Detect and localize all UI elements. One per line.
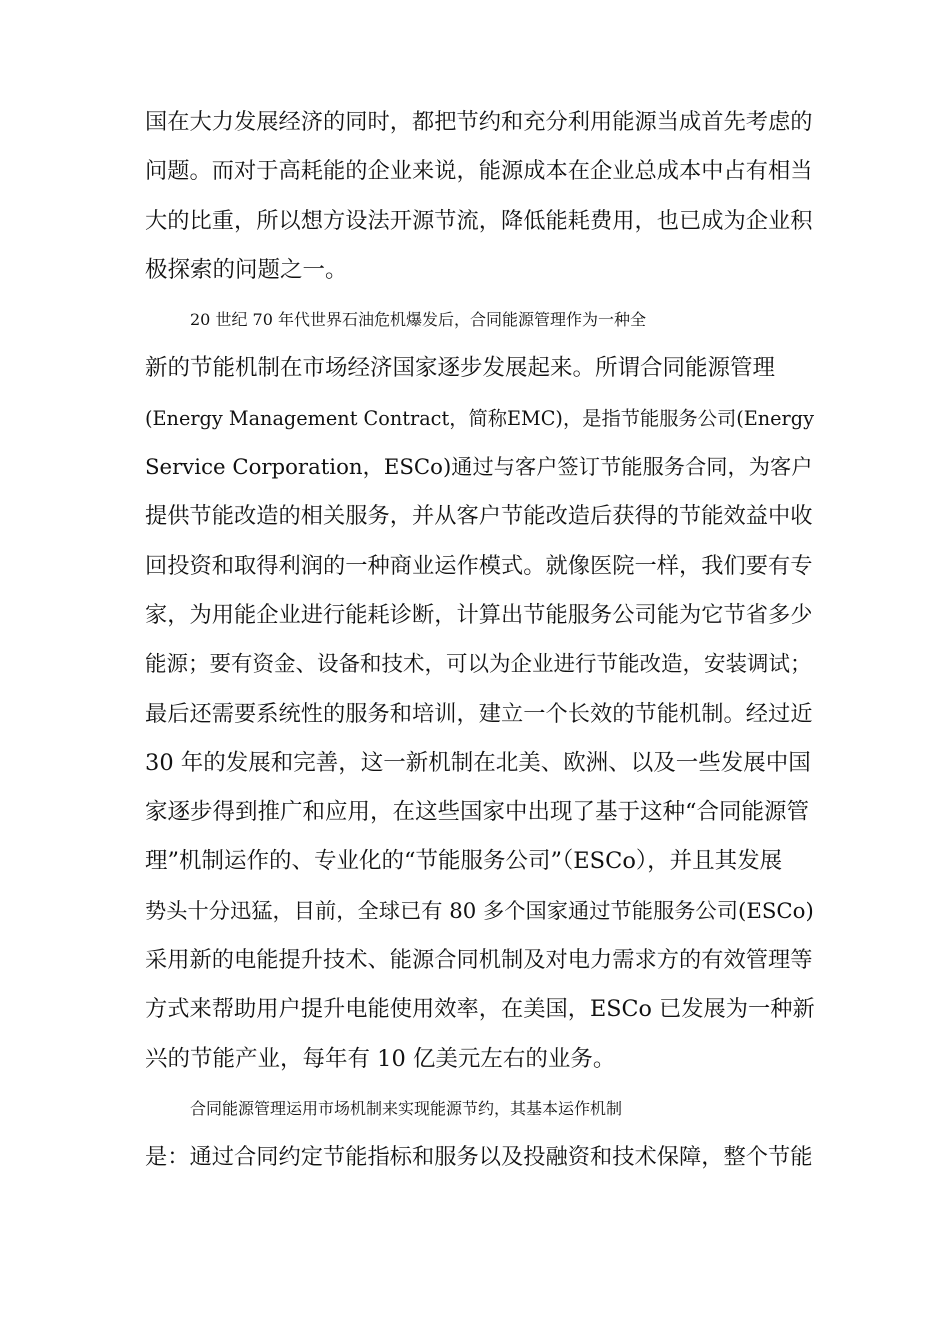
text-line: (Energy Management Contract，简称EMC)，是指节能服务公司(Energy xyxy=(145,406,814,430)
text-line: 大的比重，所以想方设法开源节流，降低能耗费用，也已成为企业积 xyxy=(145,207,813,234)
text-line: 30 年的发展和完善，这一新机制在北美、欧洲、以及一些发展中国 xyxy=(145,749,811,776)
text-line: 极探索的问题之一。 xyxy=(145,256,348,283)
text-line: 回投资和取得利润的一种商业运作模式。就像医院一样，我们要有专 xyxy=(145,552,813,579)
text-line: 采用新的电能提升技术、能源合同机制及对电力需求方的有效管理等 xyxy=(145,947,813,974)
paragraph-3 xyxy=(145,1084,815,1183)
text-line: 家逐步得到推广和应用，在这些国家中出现了基于这种“合同能源管 xyxy=(145,799,810,826)
text-line: 能源；要有资金、设备和技术，可以为企业进行节能改造，安装调试； xyxy=(145,652,812,678)
text-line: 理”机制运作的、专业化的“节能服务公司”（ESCo），并且其发展 xyxy=(145,848,783,875)
text-line: 新的节能机制在市场经济国家逐步发展起来。所谓合同能源管理 xyxy=(145,355,776,382)
text-line: 20 世纪 70 年代世界石油危机爆发后，合同能源管理作为一种全 xyxy=(190,310,646,330)
text-line: 势头十分迅猛，目前，全球已有 80 多个国家通过节能服务公司(ESCo) xyxy=(145,898,814,924)
text-line: 是：通过合同约定节能指标和服务以及投融资和技术保障，整个节能 xyxy=(145,1144,813,1171)
text-line: 提供节能改造的相关服务，并从客户节能改造后获得的节能效益中收 xyxy=(145,503,813,530)
text-line: 问题。而对于高耗能的企业来说，能源成本在企业总成本中占有相当 xyxy=(145,158,813,185)
text-line: 合同能源管理运用市场机制来实现能源节约，其基本运作机制 xyxy=(190,1098,623,1118)
text-line: 家，为用能企业进行能耗诊断，计算出节能服务公司能为它节省多少 xyxy=(145,601,813,628)
document-body xyxy=(145,98,815,1183)
text-line: 兴的节能产业，每年有 10 亿美元左右的业务。 xyxy=(145,1045,616,1072)
text-line: 方式来帮助用户提升电能使用效率，在美国，ESCo 已发展为一种新 xyxy=(145,996,815,1023)
text-line: 最后还需要系统性的服务和培训，建立一个长效的节能机制。经过近 xyxy=(145,700,813,727)
text-line: 国在大力发展经济的同时，都把节约和充分利用能源当成首先考虑的 xyxy=(145,109,813,135)
text-line: Service Corporation，ESCo)通过与客户签订节能服务合同，为客户 xyxy=(145,455,813,481)
paragraph-2 xyxy=(145,295,815,1084)
paragraph-1 xyxy=(145,98,815,295)
